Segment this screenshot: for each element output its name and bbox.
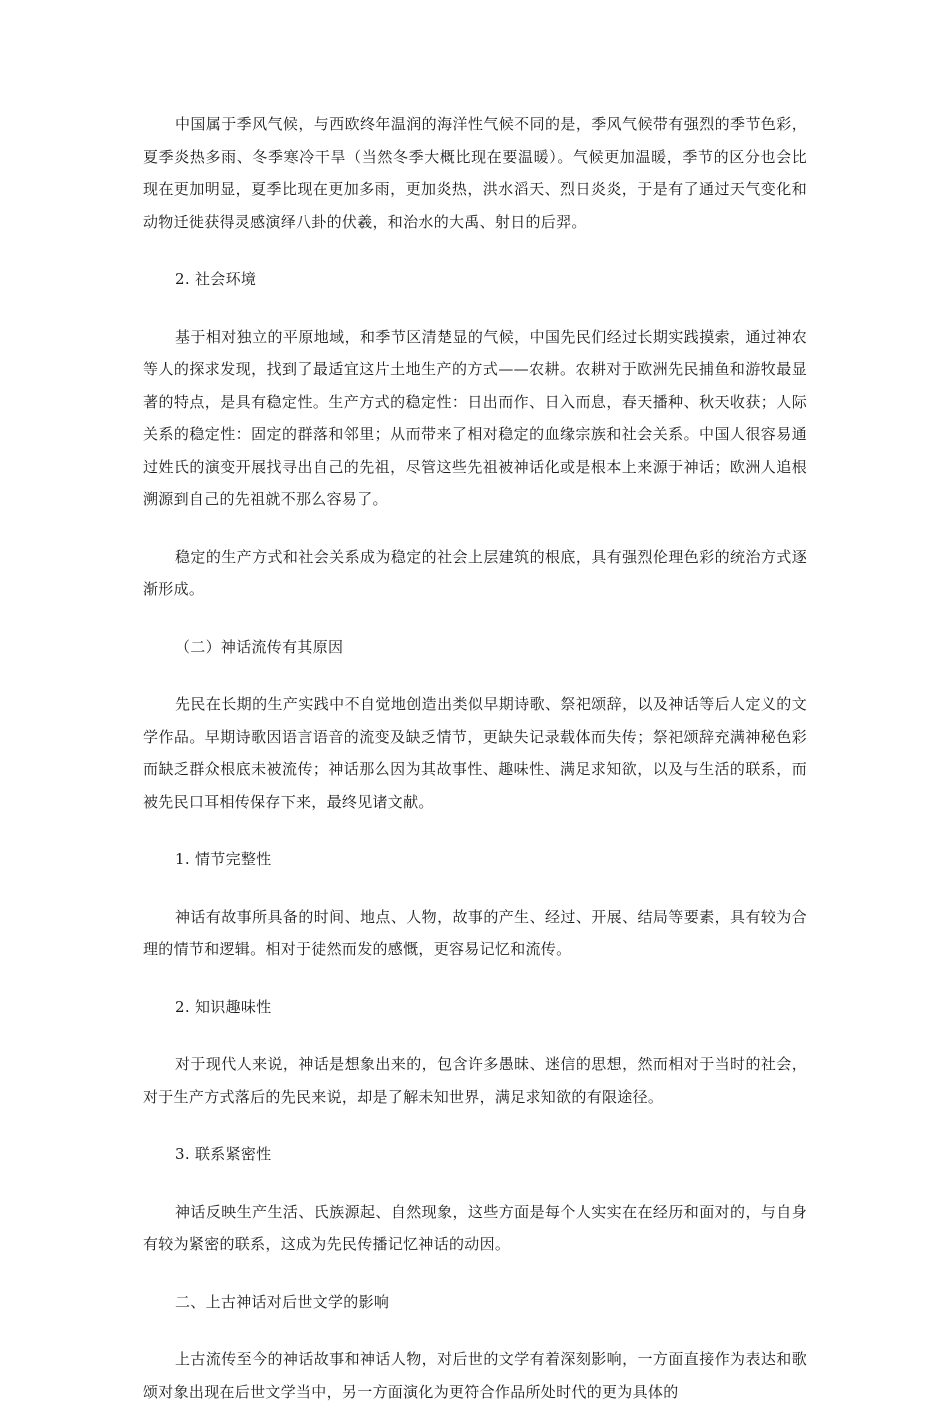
heading-knowledge-interest: 2. 知识趣味性 [175,997,272,1016]
paragraph-plot-completeness: 神话有故事所具备的时间、地点、人物，故事的产生、经过、开展、结局等要素，具有较为合理的情节和逻辑。相对于徒然而发的感慨，更容易记忆和流传。 [143,907,807,958]
heading-close-connection: 3. 联系紧密性 [175,1145,272,1163]
paragraph-ruling-method: 稳定的生产方式和社会关系成为稳定的社会上层建筑的根底，具有强烈伦理色彩的统治方式逐渐形成。 [143,547,807,598]
paragraph-monsoon-climate: 中国属于季风气候，与西欧终年温润的海洋性气候不同的是，季风气候带有强烈的季节色彩，夏季炎热多雨、冬季寒冷干旱（当然冬季大概比现在要温暖）。气候更加温暖，季节的区分也会比现在更加明显，夏季比现在更加多雨，更加炎热，洪水滔天、烈日炎炎，于是有了通过天气变化和动物迁徙获得灵感演绎八卦的伏羲，和治水的大禹、射日的后羿。 [143,115,807,231]
heading-myth-spread-reasons: （二）神话流传有其原因 [175,637,344,656]
heading-social-environment: 2. 社会环境 [175,270,257,288]
heading-plot-completeness: 1. 情节完整性 [175,850,272,868]
paragraph-early-literature: 先民在长期的生产实践中不自觉地创造出类似早期诗歌、祭祀颂辞，以及神话等后人定义的文学作品。早期诗歌因语言语音的流变及缺乏情节，更缺失记录载体而失传；祭祀颂辞充满神秘色彩而缺乏群众根底未被流传；神话那么因为其故事性、趣味性、满足求知欲，以及与生活的联系，而被先民口耳相传保存下来，最终见诸文献。 [143,695,807,811]
document-body [143,108,807,1408]
paragraph-close-connection: 神话反映生产生活、氏族源起、自然现象，这些方面是每个人实实在在经历和面对的，与自身有较为紧密的联系，这成为先民传播记忆神话的动因。 [143,1202,807,1253]
paragraph-knowledge-interest: 对于现代人来说，神话是想象出来的，包含许多愚昧、迷信的思想，然而相对于当时的社会，对于生产方式落后的先民来说，却是了解未知世界，满足求知欲的有限途径。 [143,1055,807,1106]
paragraph-myth-influence: 上古流传至今的神话故事和神话人物，对后世的文学有着深刻影响，一方面直接作为表达和歌颂对象出现在后世文学当中，另一方面演化为更符合作品所处时代的更为具体的 [143,1350,807,1401]
heading-myth-influence: 二、上古神话对后世文学的影响 [175,1292,390,1311]
paragraph-agriculture-stability: 基于相对独立的平原地域，和季节区清楚显的气候，中国先民们经过长期实践摸索，通过神农等人的探求发现，找到了最适宜这片土地生产的方式——农耕。农耕对于欧洲先民捕鱼和游牧最显著的特点，是具有稳定性。生产方式的稳定性：日出而作、日入而息，春天播种、秋天收获；人际关系的稳定性：固定的群落和邻里；从而带来了相对稳定的血缘宗族和社会关系。中国人很容易通过姓氏的演变开展找寻出自己的先祖，尽管这些先祖被神话化或是根本上来源于神话；欧洲人追根溯源到自己的先祖就不那么容易了。 [143,327,807,508]
